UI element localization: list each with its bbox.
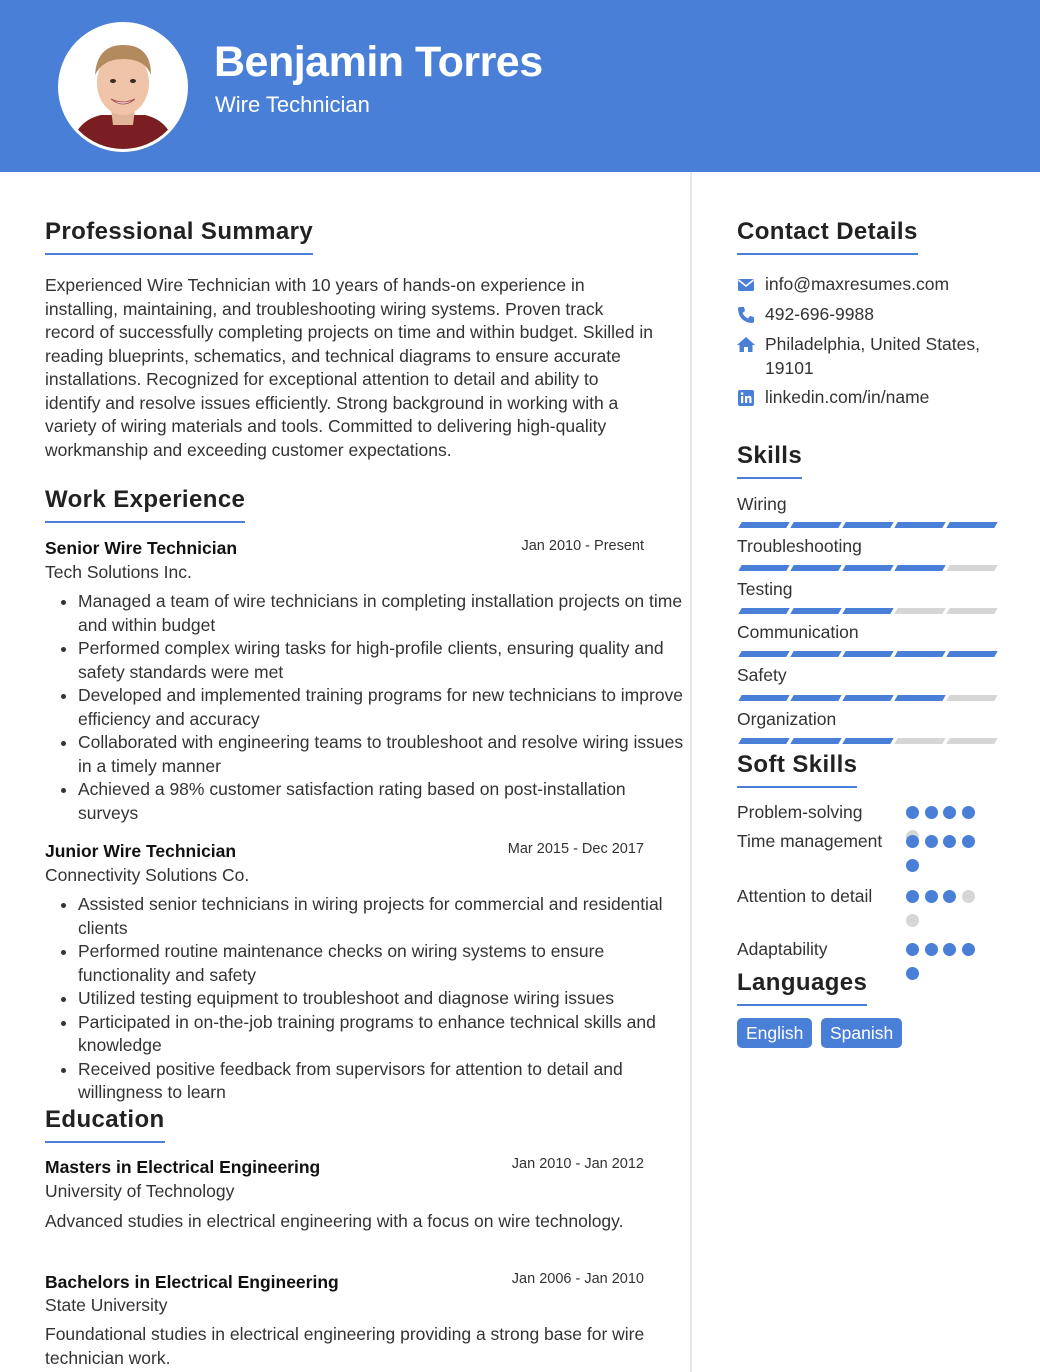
contact-heading: Contact Details	[737, 217, 918, 255]
skill-bar-segment	[738, 738, 789, 744]
list-item: • Utilized testing equipment to troubleshoot and diagnose wiring issues	[78, 987, 688, 1011]
degree-title: Masters in Electrical Engineering	[45, 1157, 321, 1177]
rating-dot	[906, 835, 919, 848]
skill-bar-segment	[738, 695, 789, 701]
phone-icon	[737, 306, 755, 324]
skill-bar-segment	[842, 565, 893, 571]
skill-bar-segment	[842, 522, 893, 528]
soft-skill-label: Time management	[737, 831, 883, 851]
skill-bar	[737, 651, 993, 657]
list-item: • Collaborated with engineering teams to troubleshoot and resolve wiring issues in a timely manner	[78, 731, 688, 778]
list-item: • Achieved a 98% customer satisfaction rating based on post-installation surveys	[78, 778, 688, 825]
skill-bar-segment	[790, 522, 841, 528]
rating-dot	[943, 890, 956, 903]
linkedin-text: linkedin.com/in/name	[765, 387, 930, 407]
list-item: • Assisted senior technicians in wiring projects for commercial and residential clients	[78, 893, 688, 940]
education-desc: Advanced studies in electrical engineering with a focus on wire technology.	[45, 1211, 624, 1231]
school-name: University of Technology	[45, 1181, 235, 1201]
skill-bar-segment	[842, 651, 893, 657]
job-dates: Jan 2010 - Present	[521, 538, 644, 554]
skill-bar-segment	[738, 565, 789, 571]
linkedin-icon	[737, 389, 755, 407]
rating-dot	[906, 943, 919, 956]
address-text: Philadelphia, United States, 19101	[765, 334, 980, 378]
skill-bar-segment	[790, 565, 841, 571]
education-dates: Jan 2006 - Jan 2010	[511, 1271, 644, 1287]
language-pill: English	[737, 1018, 812, 1048]
rating-dot	[906, 890, 919, 903]
candidate-title: Wire Technician	[215, 92, 370, 117]
skill-label: Wiring	[737, 494, 787, 514]
job-title: Junior Wire Technician	[45, 841, 237, 861]
soft-skills-heading: Soft Skills	[737, 750, 857, 788]
skill-bar-segment	[894, 651, 945, 657]
skill-bar-segment	[842, 695, 893, 701]
education-desc: Foundational studies in electrical engineering providing a strong base for wire technician work.	[45, 1324, 645, 1368]
rating-dot	[925, 835, 938, 848]
rating-dot	[962, 835, 975, 848]
skill-bar-segment	[790, 695, 841, 701]
soft-skill-label: Problem-solving	[737, 802, 863, 822]
rating-dot	[962, 806, 975, 819]
skill-bar-segment	[738, 522, 789, 528]
rating-dot	[943, 943, 956, 956]
rating-dot	[943, 806, 956, 819]
skill-bar	[737, 522, 993, 528]
experience-heading: Work Experience	[45, 485, 245, 523]
summary-heading: Professional Summary	[45, 217, 313, 255]
candidate-name: Benjamin Torres	[214, 38, 543, 86]
skill-bar-segment	[946, 695, 997, 701]
skill-bar-segment	[738, 651, 789, 657]
skill-bar-segment	[946, 651, 997, 657]
skill-bar	[737, 738, 993, 744]
skill-bar-segment	[894, 608, 945, 614]
job-bullets	[45, 893, 688, 1105]
soft-skill-label: Adaptability	[737, 939, 828, 959]
skill-label: Organization	[737, 709, 837, 729]
rating-dot	[962, 890, 975, 903]
skill-bar-segment	[946, 565, 997, 571]
languages-heading: Languages	[737, 968, 867, 1006]
rating-dot	[962, 943, 975, 956]
profile-photo	[58, 22, 188, 152]
skill-bar-segment	[790, 651, 841, 657]
list-item: • Received positive feedback from supervisors for attention to detail and willingness to learn	[78, 1058, 688, 1105]
job-company: Connectivity Solutions Co.	[45, 865, 250, 885]
skill-bar-segment	[894, 738, 945, 744]
phone-text: 492-696-9988	[765, 304, 874, 324]
header-banner	[0, 0, 1040, 172]
skills-heading: Skills	[737, 441, 802, 479]
skill-bar-segment	[894, 522, 945, 528]
job-company: Tech Solutions Inc.	[45, 562, 192, 582]
rating-dot	[906, 914, 919, 927]
list-item: • Performed complex wiring tasks for high-profile clients, ensuring quality and safety standards were met	[78, 637, 688, 684]
skill-bar-segment	[738, 608, 789, 614]
list-item: • Performed routine maintenance checks on wiring systems to ensure functionality and safety	[78, 940, 688, 987]
rating-dot	[906, 806, 919, 819]
list-item: • Participated in on-the-job training programs to enhance technical skills and knowledge	[78, 1011, 688, 1058]
skill-bar	[737, 695, 993, 701]
school-name: State University	[45, 1295, 168, 1315]
skill-bar-segment	[946, 738, 997, 744]
job-bullets	[45, 590, 688, 825]
skill-label: Troubleshooting	[737, 536, 862, 556]
skill-bar-segment	[790, 608, 841, 614]
skill-bar-segment	[842, 738, 893, 744]
soft-skill-label: Attention to detail	[737, 886, 873, 906]
skill-label: Safety	[737, 665, 787, 685]
rating-dot	[906, 859, 919, 872]
rating-dot	[925, 806, 938, 819]
rating-dot	[906, 967, 919, 980]
skill-bar	[737, 608, 993, 614]
list-item: • Managed a team of wire technicians in completing installation projects on time and within budget	[78, 590, 688, 637]
education-heading: Education	[45, 1105, 165, 1143]
degree-title: Bachelors in Electrical Engineering	[45, 1272, 339, 1292]
skill-bar-segment	[946, 608, 997, 614]
job-dates: Mar 2015 - Dec 2017	[507, 841, 644, 857]
home-icon	[737, 336, 755, 354]
email-icon	[737, 276, 755, 294]
skill-bar-segment	[894, 695, 945, 701]
skill-label: Testing	[737, 579, 793, 599]
job-title: Senior Wire Technician	[45, 538, 238, 558]
rating-dot	[925, 943, 938, 956]
skill-bar-segment	[790, 738, 841, 744]
skill-bar-segment	[842, 608, 893, 614]
skill-bar	[737, 565, 993, 571]
email-text: info@maxresumes.com	[765, 274, 950, 294]
skill-bar-segment	[894, 565, 945, 571]
summary-text: Experienced Wire Technician with 10 years of hands-on experience in installing, maintaining, and troubleshooting wiring systems. Proven track record of successfully completing projects on time and within budget. Skilled in reading blueprints, schematics, and technical diagrams to ensure accurate installations. Recognized for exceptional attention to detail and ability to identify and resolve issues efficiently. Strong background in working with a variety of wiring materials and tools. Committed to delivering high-quality workmanship and exceeding customer expectations.	[45, 275, 653, 460]
language-pill: Spanish	[821, 1018, 902, 1048]
rating-dot	[925, 890, 938, 903]
rating-dot	[943, 835, 956, 848]
column-divider	[690, 172, 692, 1372]
skill-bar-segment	[946, 522, 997, 528]
education-dates: Jan 2010 - Jan 2012	[511, 1156, 644, 1172]
list-item: • Developed and implemented training programs for new technicians to improve efficiency and accuracy	[78, 684, 688, 731]
skill-label: Communication	[737, 622, 859, 642]
